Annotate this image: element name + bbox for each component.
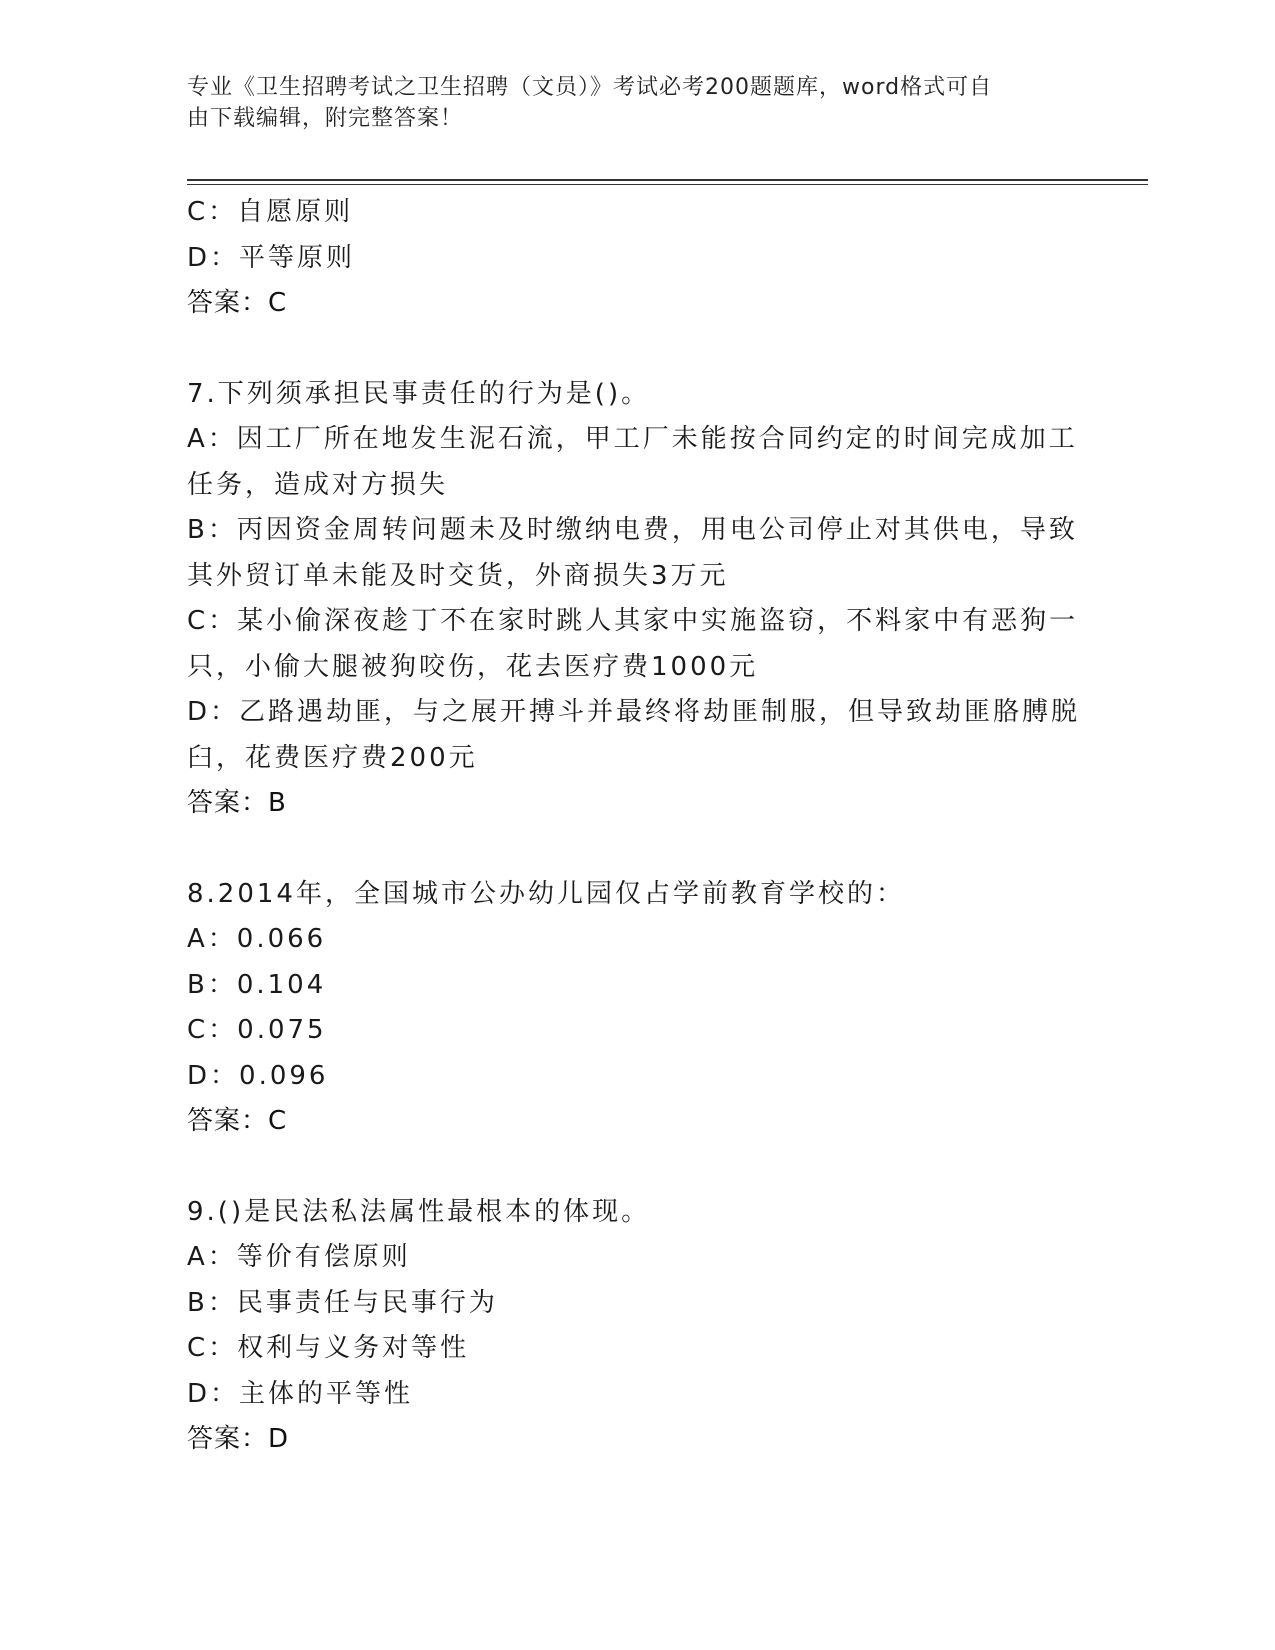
option-d: D：平等原则 (187, 242, 356, 273)
question-stem: 8.2014年，全国城市公办幼儿园仅占学前教育学校的： (187, 878, 905, 909)
option-d: D：主体的平等性 (187, 1378, 414, 1409)
answer-line: 答案：C (187, 1106, 288, 1136)
question-block-9 (187, 1190, 1087, 1463)
option-c: C：0.075 (187, 1015, 327, 1045)
option-c: C：自愿原则 (187, 197, 354, 227)
option-d-continued: 臼，花费医疗费200元 (187, 742, 478, 773)
spacer (187, 327, 1087, 372)
spacer (187, 827, 1087, 872)
header-divider-thin (187, 184, 1148, 185)
option-b-continued: 其外贸订单未能及时交货，外商损失3万元 (187, 560, 729, 591)
document-header (187, 72, 1067, 134)
answer-line: 答案：D (187, 1424, 290, 1454)
header-line-1: 专业《卫生招聘考试之卫生招聘（文员）》考试必考200题题库，word格式可自 (187, 75, 993, 100)
option-a: A：等价有偿原则 (187, 1242, 411, 1272)
option-b: B：0.104 (187, 969, 327, 1000)
option-c-continued: 只，小偷大腿被狗咬伤，花去医疗费1000元 (187, 651, 759, 682)
question-block-8 (187, 872, 1087, 1145)
option-c: C：权利与义务对等性 (187, 1333, 470, 1363)
question-list (187, 190, 1087, 1463)
option-c: C：某小偷深夜趁丁不在家时跳人其家中实施盗窃，不料家中有恶狗一 (187, 606, 1079, 636)
option-a-continued: 任务，造成对方损失 (187, 469, 449, 500)
spacer (187, 1145, 1087, 1190)
header-divider-thick (187, 179, 1148, 181)
option-d: D：乙路遇劫匪，与之展开搏斗并最终将劫匪制服，但导致劫匪胳膊脱 (187, 697, 1081, 727)
question-block-6-tail (187, 190, 1087, 327)
header-line-2: 由下载编辑，附完整答案！ (187, 106, 464, 131)
question-stem: 7.下列须承担民事责任的行为是()。 (187, 378, 651, 409)
answer-line: 答案：B (187, 788, 287, 818)
answer-line: 答案：C (187, 288, 288, 318)
option-a: A：因工厂所在地发生泥石流，甲工厂未能按合同约定的时间完成加工 (187, 424, 1078, 454)
question-stem: 9.()是民法私法属性最根本的体现。 (187, 1196, 651, 1227)
option-a: A：0.066 (187, 924, 327, 954)
option-d: D：0.096 (187, 1060, 329, 1091)
option-b: B：丙因资金周转问题未及时缴纳电费，用电公司停止对其供电，导致 (187, 515, 1078, 545)
question-block-7 (187, 372, 1087, 827)
option-b: B：民事责任与民事行为 (187, 1287, 498, 1318)
